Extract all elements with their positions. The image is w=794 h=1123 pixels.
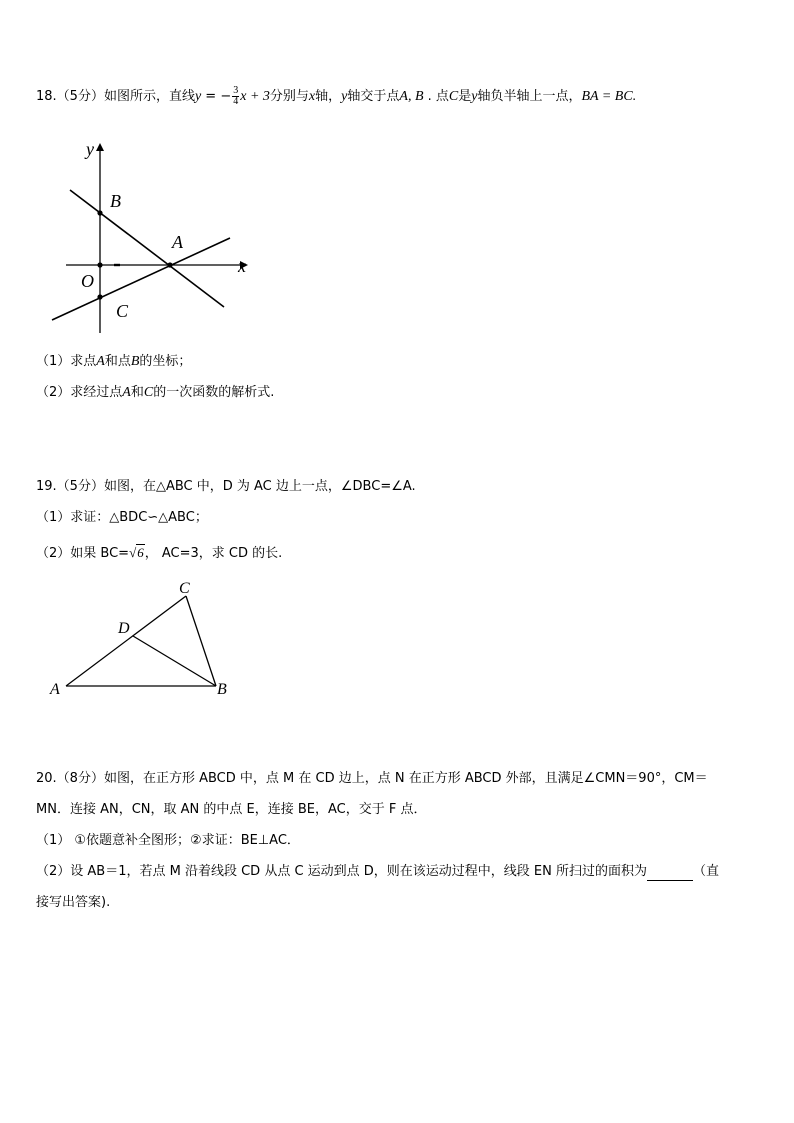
segment-bd xyxy=(133,636,216,686)
label-b: B xyxy=(110,191,121,211)
side-bc xyxy=(186,596,216,686)
point-a xyxy=(167,262,172,267)
sqrt: √6 xyxy=(129,545,144,560)
q19-part2: （2）如果 BC=√6， AC=3，求 CD 的长. xyxy=(36,545,283,561)
fraction: $\frac{3}{4}$ xyxy=(233,85,239,107)
label-c: C xyxy=(179,580,190,597)
q19-figure xyxy=(46,576,246,701)
label-a: A xyxy=(172,232,183,252)
label-a: A xyxy=(50,681,60,698)
q19-part1: （1）求证：△BDC∽△ABC； xyxy=(36,510,208,525)
point-o xyxy=(97,262,102,267)
point-b xyxy=(97,210,102,215)
q20-line2: MN．连接 AN，CN，取 AN 的中点 E，连接 BE，AC，交于 F 点． xyxy=(36,802,427,817)
q20-line5: 接写出答案). xyxy=(36,895,111,910)
point-c xyxy=(97,294,102,299)
label-x: x xyxy=(238,256,246,276)
answer-blank xyxy=(647,867,693,881)
q20-line1: 20.（8分）如图，在正方形 ABCD 中，点 M 在 CD 边上，点 N 在正方形 ABCD 外部，且满足∠CMN＝90°，CM＝ xyxy=(36,771,708,786)
q20-part2: （2）设 AB＝1，若点 M 沿着线段 CD 从点 C 运动到点 D，则在该运动过程中，线段 EN 所扫过的面积为 （直 xyxy=(36,864,720,879)
side-ac xyxy=(66,596,186,686)
q18-statement: 18.（5分）如图所示，直线y = − $\frac{3}{4}$ x + 3分别与x轴，y轴交于点A, B . 点C是y轴负半轴上一点，BA = BC. xyxy=(36,85,637,107)
label-c: C xyxy=(116,301,129,321)
y-axis-arrow xyxy=(96,143,104,151)
q18-part2: （2）求经过点A和C的一次函数的解析式. xyxy=(36,385,275,400)
q20-part1: （1） ①依题意补全图形；②求证：BE⊥AC． xyxy=(36,833,300,848)
label-d: D xyxy=(118,620,130,637)
q18-part1: （1）求点A和点B的坐标； xyxy=(36,354,192,369)
label-y: y xyxy=(86,139,94,159)
q18-figure xyxy=(48,135,258,335)
line-ac xyxy=(52,238,230,320)
label-b: B xyxy=(217,681,227,698)
q19-statement: 19.（5分）如图，在△ABC 中，D 为 AC 边上一点，∠DBC=∠A. xyxy=(36,479,416,494)
label-o: O xyxy=(81,271,94,291)
